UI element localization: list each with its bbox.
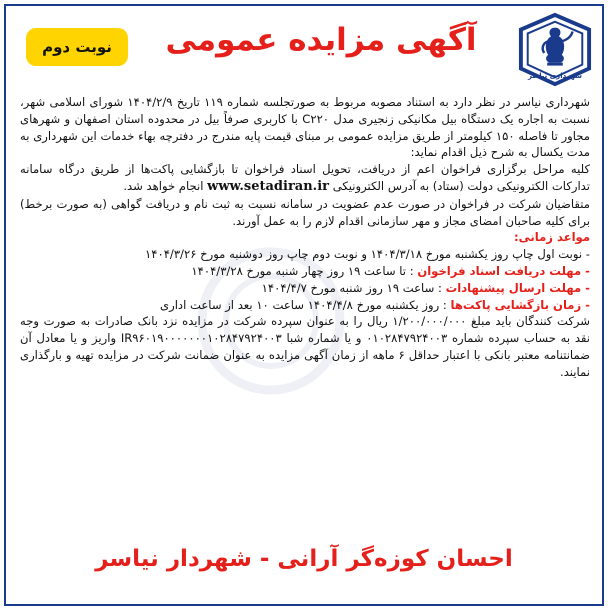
notice-body bbox=[20, 94, 590, 381]
process-text-end: انجام خواهد شد. bbox=[123, 178, 204, 193]
header bbox=[6, 6, 602, 88]
setad-url: www.setadiran.ir bbox=[207, 178, 329, 194]
schedule-item-opening bbox=[20, 297, 590, 314]
round-badge: نوبت دوم bbox=[26, 28, 128, 66]
schedule-value: : روز یکشنبه مورخ ۱۴۰۴/۴/۸ ساعت ۱۰ بعد از ساعت اداری bbox=[160, 297, 447, 312]
process-paragraph bbox=[20, 161, 590, 196]
page-title: آگهی مزایده عمومی bbox=[165, 22, 477, 58]
deposit-paragraph: شرکت کنندگان باید مبلغ ۱/۲۰۰/۰۰۰/۰۰۰ ریال را به عنوان سپرده شرکت در مزایده نزد بانک صادرات به صورت وجه نقد به حساب سپرده شماره ۰۱۰۲۸۴۷۹۲۴۰۰۳ و یا شماره شبا IR۹۶۰۱۹۰۰۰۰۰۰۰۱۰۲۸۴۷۹۲۴۰۰۳ واریز و یا معادل آن ضمانتنامه معتبر بانکی با اعتبار حداقل ۶ ماهه از زمان آگهی مزایده به عنوان ضمانت شرکت در مزایده تهیه و بارگذاری نمایند. bbox=[20, 314, 591, 379]
schedule-label: - زمان بازگشایی پاکت‌ها bbox=[450, 297, 590, 312]
schedule-value: : تا ساعت ۱۹ روز چهار شنبه مورخ ۱۴۰۴/۳/۲۸ bbox=[191, 263, 414, 278]
schedule-item-publish: - نوبت اول چاپ روز یکشنبه مورخ ۱۴۰۴/۳/۱۸ و نوبت دوم چاپ روز دوشنبه مورخ ۱۴۰۴/۳/۲۶ bbox=[145, 247, 590, 262]
schedule-value: : ساعت ۱۹ روز شنبه مورخ ۱۴۰۴/۴/۷ bbox=[261, 280, 442, 295]
schedule-label: - مهلت دریافت اسناد فراخوان bbox=[417, 263, 590, 278]
schedule-label: - مهلت ارسال پیشنهادات bbox=[445, 280, 590, 295]
notice-frame bbox=[4, 4, 604, 606]
schedule-item-documents bbox=[20, 263, 590, 280]
intro-paragraph: شهرداری نیاسر در نظر دارد به استناد مصوبه مربوط به صورتجلسه شماره ۱۱۹ تاریخ ۱۴۰۴/۲/۹ شورای اسلامی شهر، نسبت به اجاره یک دستگاه بیل مکانیکی زنجیری مدل C۲۲۰ با کاربری صرفاً بیل در محدوده استان اصفهان و شهرهای مجاور تا فاصله ۱۵۰ کیلومتر از طریق مزایده عمومی بر مبنای قیمت پایه مندرج در دفترچه بهاء خدمات این شهرداری به مدت یکسال به شرح ذیل اقدام نماید: bbox=[20, 95, 590, 160]
logo-caption: شهرداری نیاسر bbox=[527, 72, 583, 80]
schedule-item-proposals bbox=[20, 280, 590, 297]
registration-paragraph: متقاضیان شرکت در فراخوان در صورت عدم عضویت در سامانه نسبت به ثبت نام و دریافت گواهی (به صورت برخط) برای کلیه صاحبان امضای مجاز و مهر سازمانی اقدام لازم را به عمل آورند. bbox=[20, 196, 590, 228]
mayor-signature: احسان کوزه‌گر آرانی - شهردار نیاسر bbox=[95, 546, 513, 572]
process-text: کلیه مراحل برگزاری فراخوان اعم از دریافت، تحویل اسناد فراخوان تا بازگشایی پاکت‌ها از طریق درگاه سامانه تدارکات الکترونیکی دولت (ستاد) به آدرس الکترونیکی bbox=[20, 162, 590, 193]
schedule-heading: مواعد زمانی: bbox=[514, 230, 590, 245]
